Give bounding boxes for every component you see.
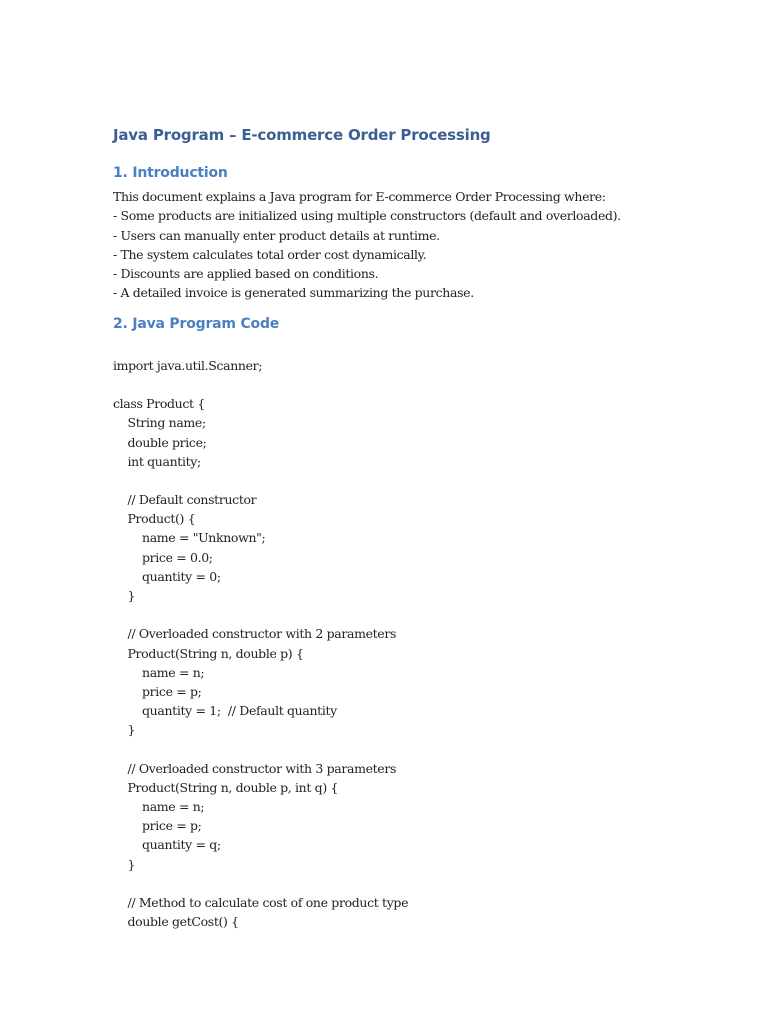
code-line (113, 874, 713, 893)
code-line: quantity = 1; // Default quantity (113, 703, 337, 719)
intro-line: - A detailed invoice is generated summarizing the purchase. (113, 285, 474, 301)
code-line: double getCost() { (113, 914, 239, 930)
code-line: name = n; (113, 799, 205, 815)
code-line: name = "Unknown"; (113, 530, 266, 546)
code-line: price = p; (113, 683, 202, 699)
code-line: // Overloaded constructor with 2 parameters (113, 626, 397, 642)
code-line: name = n; (113, 664, 205, 680)
section-heading-java-code: 2. Java Program Code (113, 315, 280, 332)
introduction-text (113, 187, 713, 303)
intro-line: - Some products are initialized using multiple constructors (default and overloaded). (113, 208, 621, 224)
code-line: int quantity; (113, 453, 201, 469)
code-line (113, 605, 713, 624)
code-line: import java.util.Scanner; (113, 357, 263, 373)
code-line: quantity = q; (113, 837, 221, 853)
section-heading-introduction: 1. Introduction (113, 165, 228, 181)
intro-line: - Discounts are applied based on conditions. (113, 266, 379, 282)
document-content (113, 124, 713, 931)
code-line (113, 740, 713, 759)
code-line: } (113, 856, 136, 872)
document-title: Java Program – E-commerce Order Processing (113, 126, 491, 144)
code-line: Product(String n, double p, int q) { (113, 779, 339, 795)
code-line (113, 375, 713, 394)
code-line: price = p; (113, 818, 202, 834)
code-line: price = 0.0; (113, 549, 213, 565)
code-line: } (113, 722, 136, 738)
code-line: class Product { (113, 396, 205, 412)
code-line: Product(String n, double p) { (113, 645, 304, 661)
code-line: quantity = 0; (113, 568, 221, 584)
code-line: // Method to calculate cost of one product type (113, 895, 409, 911)
code-listing (113, 356, 713, 932)
intro-line: - The system calculates total order cost dynamically. (113, 246, 427, 262)
intro-line: - Users can manually enter product details at runtime. (113, 227, 440, 243)
code-line: // Overloaded constructor with 3 parameters (113, 760, 397, 776)
code-line: Product() { (113, 511, 196, 527)
code-line: } (113, 588, 136, 604)
code-line: // Default constructor (113, 492, 257, 508)
code-line: double price; (113, 434, 207, 450)
code-line: String name; (113, 415, 206, 431)
intro-line: This document explains a Java program for E-commerce Order Processing where: (113, 189, 606, 204)
code-line (113, 471, 713, 490)
